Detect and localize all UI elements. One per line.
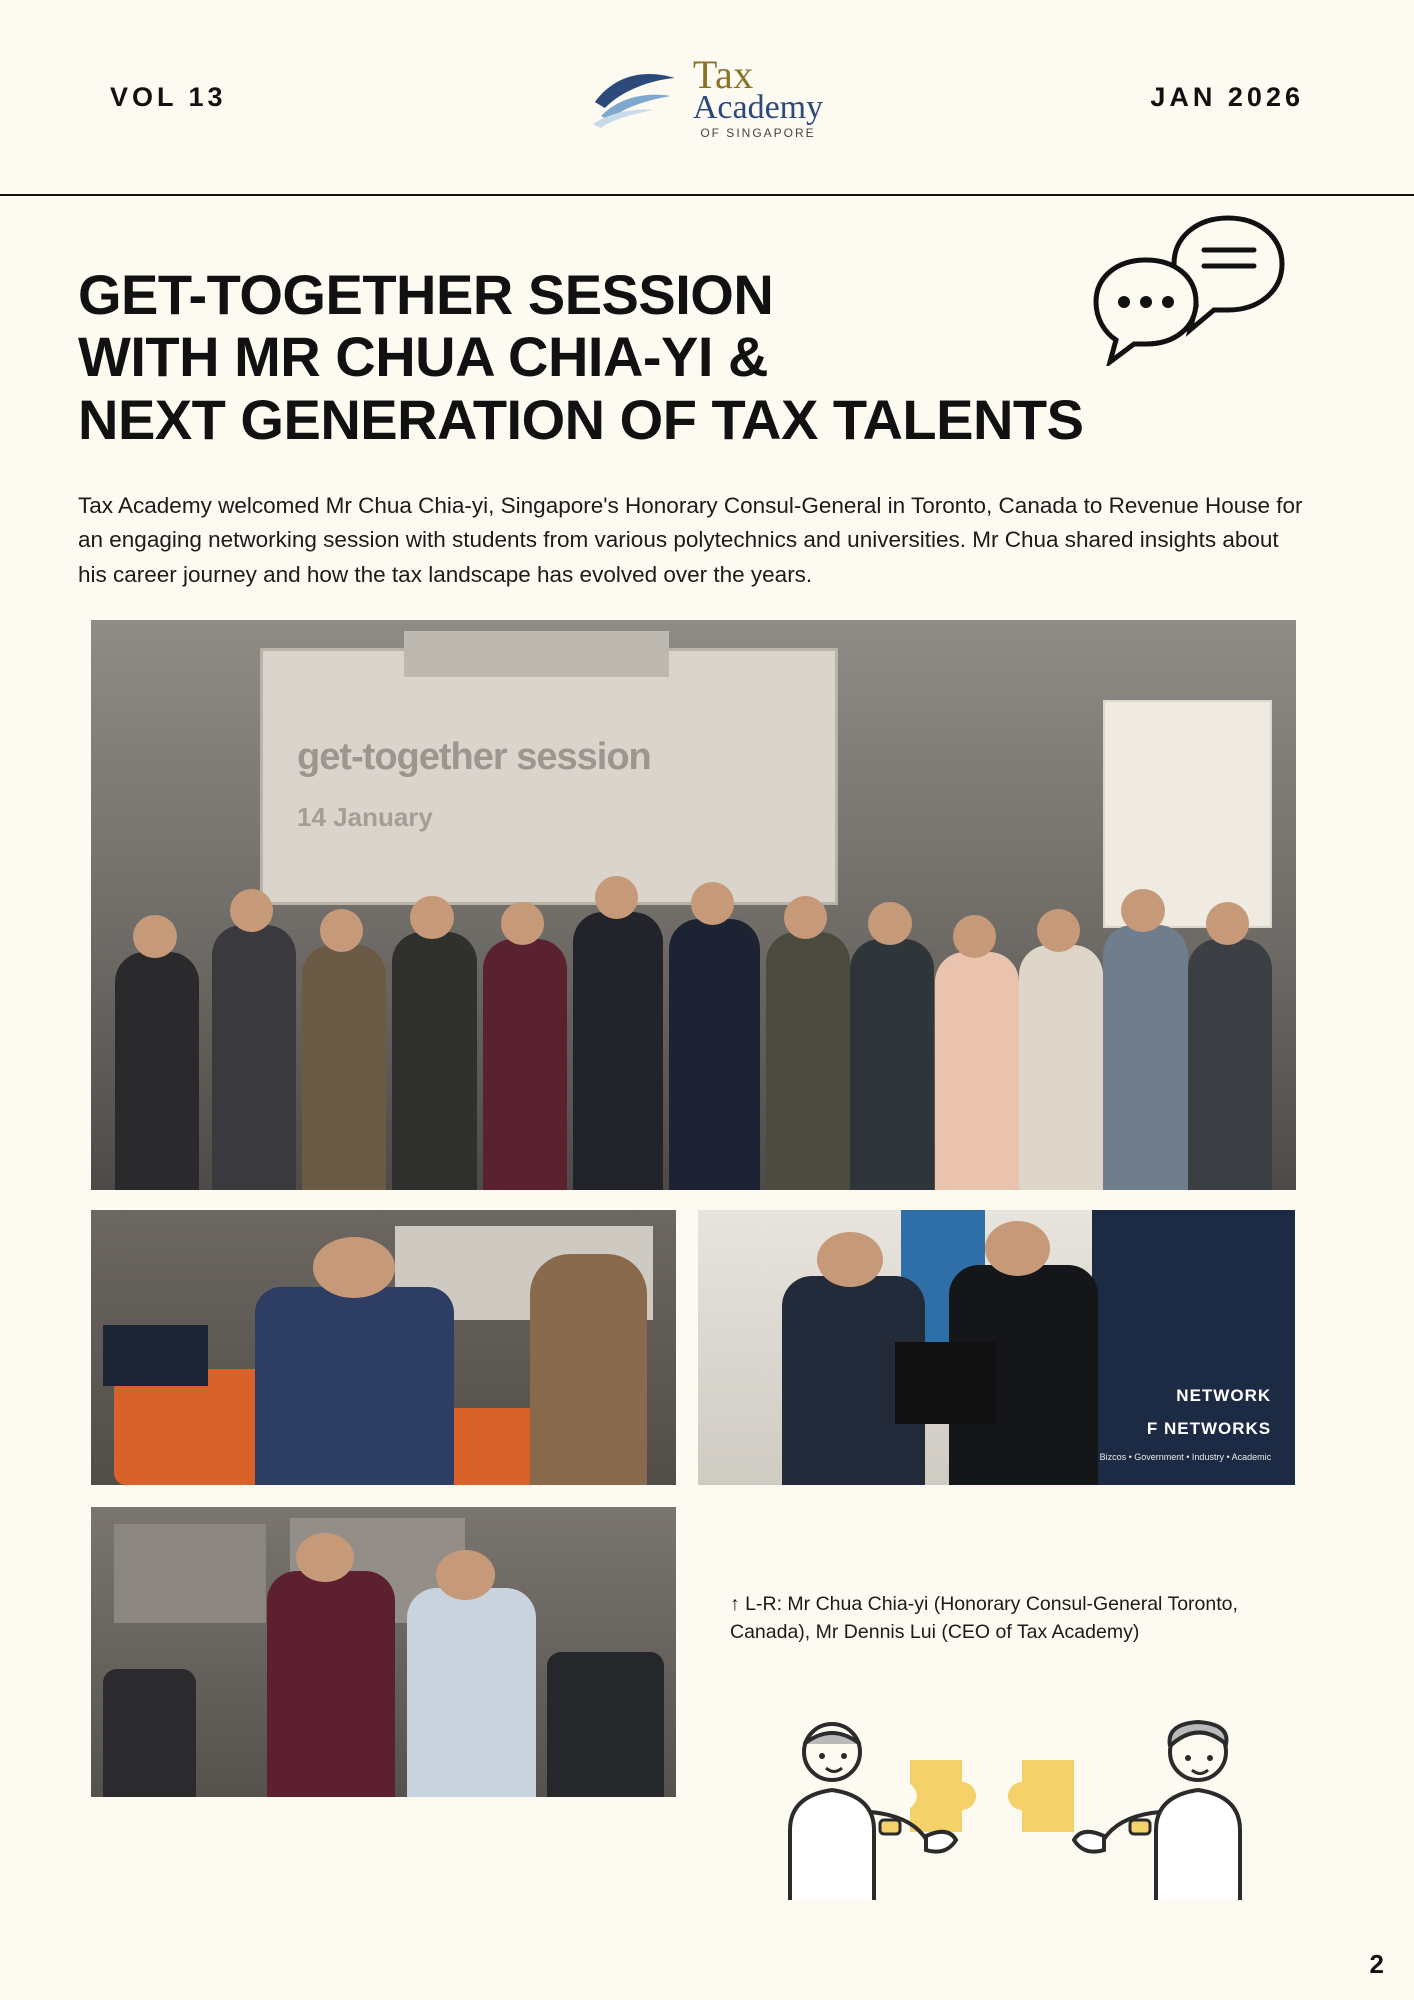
- photo-caption: ↑ L-R: Mr Chua Chia-yi (Honorary Consul-General Toronto, Canada), Mr Dennis Lui (CEO of Tax Academy): [730, 1593, 1238, 1644]
- banner-network-text: NETWORK: [1176, 1385, 1272, 1405]
- banner-subtext: Bizcos • Government • Industry • Academic: [1099, 1451, 1272, 1462]
- logo-line-1: Tax: [692, 52, 754, 97]
- photo-row: [91, 1210, 1336, 1485]
- title-line-1: GET-TOGETHER SESSION: [78, 262, 774, 326]
- panel-audience-photo: [91, 1507, 676, 1797]
- speaker-with-microphone-photo: [91, 1210, 676, 1485]
- banner-network-of-networks-text: F NETWORKS: [1146, 1418, 1272, 1438]
- article-body-text: Tax Academy welcomed Mr Chua Chia-yi, Singapore's Honorary Consul-General in Toronto, Canada to Revenue House for an engaging networking session with students from various polytechnics and universities. Mr Chua shared insights about his career journey and how the tax landscape has evolved over the years.: [78, 493, 1303, 587]
- article-content: [0, 196, 1414, 1797]
- group-of-attendees: [91, 859, 1296, 1190]
- logo-line-3: OF SINGAPORE: [700, 126, 816, 140]
- volume-label: VOL 13: [110, 81, 227, 112]
- logo-line-2: Academy: [692, 89, 824, 126]
- screen-title-text: get-together session: [297, 736, 651, 779]
- masthead: [0, 0, 1414, 196]
- group-photo: [91, 620, 1296, 1190]
- page-number: 2: [1369, 1949, 1384, 1979]
- tax-academy-swoosh-icon: [591, 62, 687, 132]
- title-line-2: WITH MR CHUA CHIA-YI &: [78, 325, 768, 389]
- issue-date-label: JAN 2026: [1150, 81, 1304, 112]
- title-line-3: NEXT GENERATION OF TAX TALENTS: [78, 387, 1084, 451]
- tax-academy-logo: [591, 52, 824, 140]
- two-people-joining-puzzle-pieces-illustration: [760, 1700, 1270, 1920]
- screen-date-text: 14 January: [297, 801, 433, 832]
- token-presentation-photo: [698, 1210, 1295, 1485]
- speech-bubbles-icon: [1086, 206, 1296, 366]
